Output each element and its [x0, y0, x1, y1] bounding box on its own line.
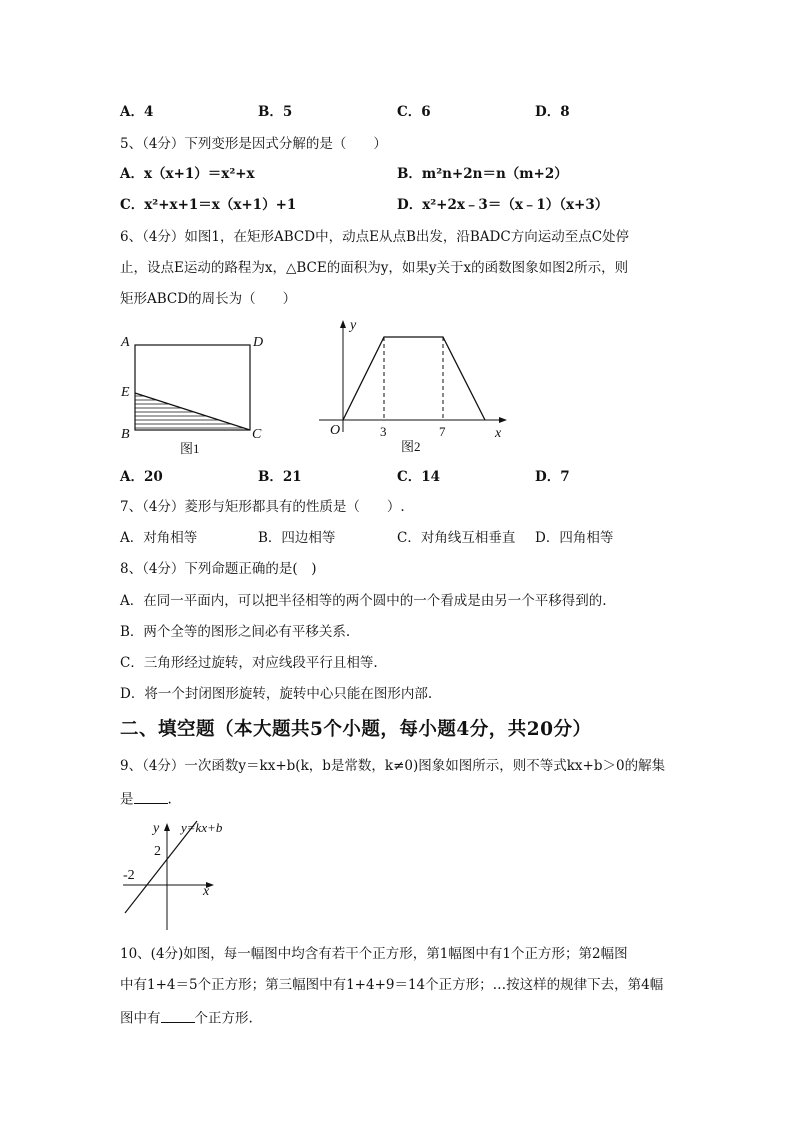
- q10-line-3-prefix: 图中有: [120, 1010, 161, 1027]
- q9-line-2: [120, 789, 172, 808]
- function-label: y=kx+b: [181, 820, 223, 835]
- q9-answer-blank[interactable]: [134, 789, 168, 804]
- figure-1-caption: 图1: [180, 441, 200, 456]
- q9-line-2-prefix: 是: [120, 791, 134, 808]
- q10-line-3-suffix: 个正方形.: [194, 1010, 253, 1027]
- q8-option-c: C．三角形经过旋转，对应线段平行且相等.: [120, 655, 378, 671]
- q4-option-c: C．6: [397, 104, 431, 120]
- q7-option-a: A．对角相等: [120, 530, 198, 546]
- q10-line-2: 中有1+4＝5个正方形；第三幅图中有1+4+9＝14个正方形；…按这样的规律下去，第4幅: [120, 977, 664, 993]
- q4-option-b: B．5: [258, 104, 293, 120]
- q8-option-b: B．两个全等的图形之间必有平移关系.: [120, 624, 351, 640]
- axis-label-x: x: [203, 884, 210, 899]
- q7-option-c: C．对角线互相垂直: [397, 530, 516, 546]
- q7-option-b: B．四边相等: [258, 530, 336, 546]
- q10-line-3: [120, 1008, 253, 1027]
- q5-option-c: C．x²+x+1＝x（x+1）+1: [120, 197, 297, 213]
- q6-figure-1: [110, 325, 285, 460]
- rectangle-abcd: [135, 345, 250, 430]
- q7-option-d: D．四角相等: [535, 530, 614, 546]
- axis-label-y: y: [153, 821, 160, 836]
- q9-line-1: 9、（4分）一次函数y＝kx+b(k，b是常数，k≠0)图象如图所示，则不等式kx+b＞0的解集: [120, 758, 666, 774]
- q5-option-b: B．m²n+2n＝n（m+2）: [397, 166, 568, 182]
- x-intercept-label: -2: [123, 868, 135, 883]
- label-b: B: [121, 427, 130, 442]
- origin-label: O: [330, 423, 341, 438]
- tick-7: 7: [439, 424, 446, 439]
- axis-label-x: x: [495, 426, 502, 441]
- q9-line-2-suffix: .: [167, 791, 172, 808]
- figure-2-caption: 图2: [401, 439, 421, 454]
- y-intercept-label: 2: [154, 844, 161, 859]
- label-d: D: [253, 335, 264, 350]
- q6-option-c: C．14: [397, 469, 441, 485]
- q6-line-3: 矩形ABCD的周长为（ ）: [120, 291, 297, 307]
- q5-option-d: D．x²+2x﹣3＝（x﹣1）（x+3）: [397, 197, 609, 213]
- q10-answer-blank[interactable]: [161, 1008, 195, 1023]
- q5-stem: 5、（4分）下列变形是因式分解的是（ ）: [120, 136, 387, 152]
- q6-option-a: A．20: [120, 469, 163, 485]
- label-c: C: [252, 427, 262, 442]
- label-a: A: [121, 335, 130, 350]
- q8-option-d: D．将一个封闭图形旋转，旋转中心只能在图形内部.: [120, 686, 433, 702]
- q7-stem: 7、（4分）菱形与矩形都具有的性质是（ ）.: [120, 499, 405, 515]
- q9-figure: [115, 815, 240, 935]
- label-e: E: [121, 385, 130, 400]
- q6-line-1: 6、（4分）如图1，在矩形ABCD中，动点E从点B出发，沿BADC方向运动至点C处停: [120, 229, 630, 245]
- q6-figure-2: [315, 312, 515, 462]
- q6-option-b: B．21: [258, 469, 302, 485]
- q10-line-1: 10、(4分)如图，每一幅图中均含有若干个正方形，第1幅图中有1个正方形；第2幅图: [120, 946, 628, 962]
- graph-line: [343, 337, 485, 420]
- axis-label-y: y: [350, 318, 357, 333]
- tick-3: 3: [380, 424, 387, 439]
- q5-option-a: A．x（x+1）＝x²+x: [120, 166, 255, 182]
- q8-stem: 8、（4分）下列命题正确的是( ): [120, 561, 317, 577]
- q6-option-d: D．7: [535, 469, 570, 485]
- q8-option-a: A．在同一平面内，可以把半径相等的两个圆中的一个看成是由另一个平移得到的.: [120, 593, 607, 609]
- section-2-heading: 二、填空题（本大题共5个小题，每小题4分，共20分）: [120, 719, 592, 740]
- q4-option-d: D．8: [535, 104, 570, 120]
- q6-line-2: 止，设点E运动的路程为x，△BCE的面积为y，如果y关于x的函数图象如图2所示，则: [120, 260, 629, 276]
- q4-option-a: A．4: [120, 104, 154, 120]
